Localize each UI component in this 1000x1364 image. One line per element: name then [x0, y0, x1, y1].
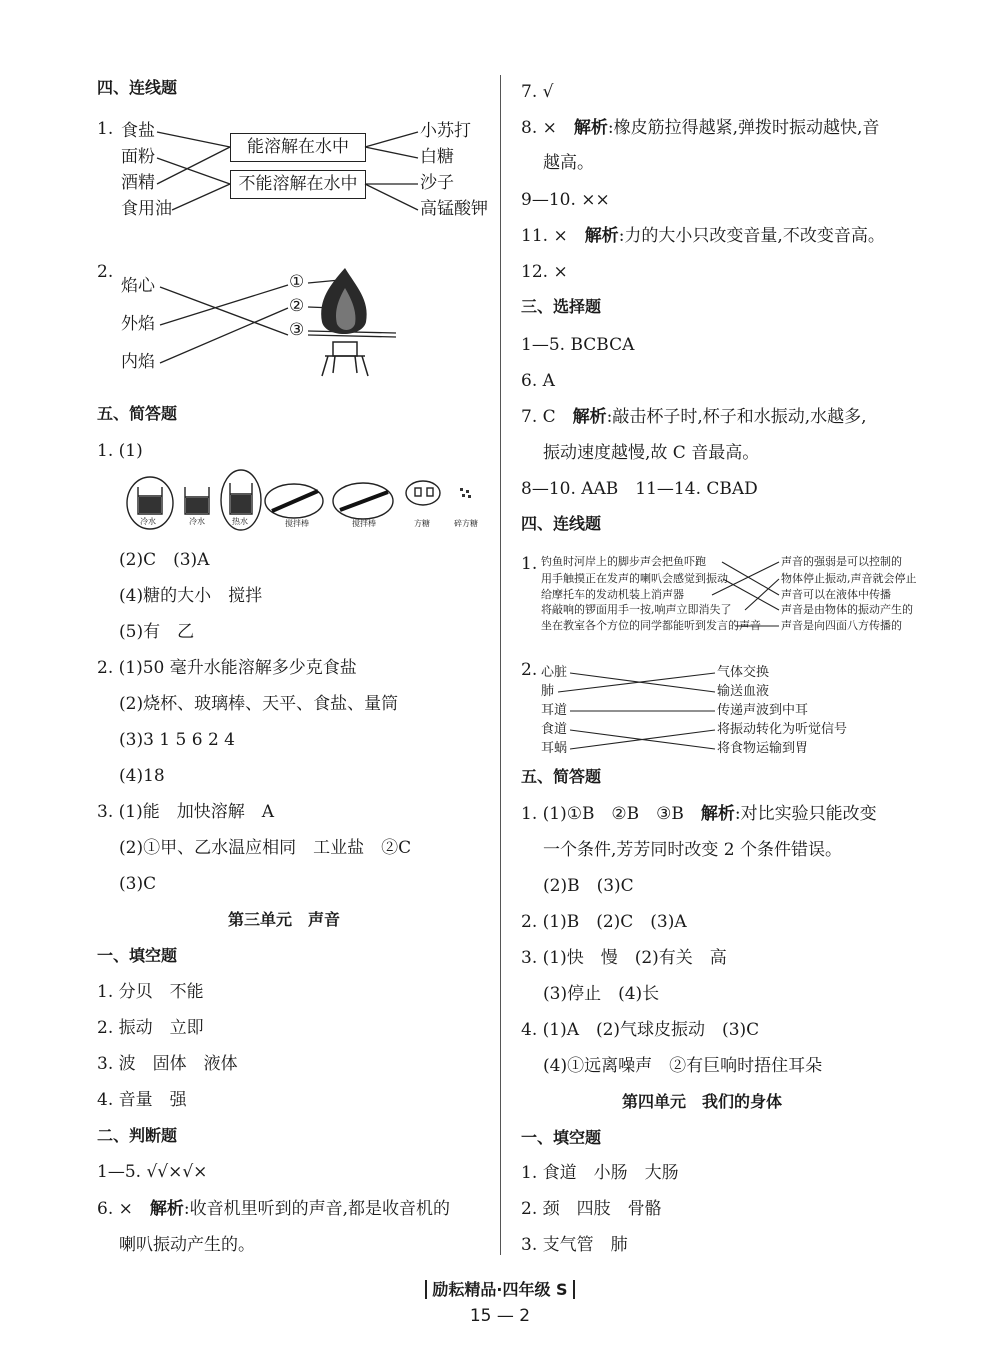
q1-left-item: 食用油 [121, 199, 172, 219]
answer-line: 2. (1)50 毫升水能溶解多少克食盐 [97, 658, 357, 678]
q2-left-item: 焰心 [121, 276, 155, 296]
analysis-label: 解析 [700, 804, 735, 824]
section-title: 五、简答题 [521, 767, 602, 786]
beaker-label: 搅拌棒 [352, 519, 376, 528]
answer-line: (2)B (3)C [543, 876, 634, 896]
answer-line: 喇叭振动产生的。 [119, 1235, 255, 1255]
beaker-label: 热水 [232, 517, 248, 526]
answer-line: 1—5. BCBCA [521, 335, 635, 355]
answer-line: 振动速度越慢,故 C 音最高。 [543, 443, 760, 463]
m2-right-item: 将振动转化为听觉信号 [717, 722, 848, 737]
analysis-label: 解析 [573, 118, 608, 138]
analysis-text: :对比实验只能改变 [734, 804, 877, 824]
answer-line: (2)C (3)A [119, 550, 210, 570]
analysis-text: :力的大小只改变音量,不改变音高。 [618, 226, 885, 246]
m2-left-item: 心脏 [541, 665, 568, 680]
answer-line: (5)有 乙 [119, 622, 195, 642]
q1-left-item: 酒精 [121, 173, 155, 193]
answer-prefix: 8. × [521, 118, 574, 138]
q1-box-insoluble: 不能溶解在水中 [230, 170, 366, 199]
section-title: 二、判断题 [97, 1126, 178, 1145]
section-title: 五、简答题 [97, 404, 178, 423]
m1-right-item: 声音是向四面八方传播的 [781, 619, 902, 632]
answer-line: (4)18 [119, 766, 165, 786]
q2-mark: ② [289, 296, 305, 316]
answer-line: 1—5. √√×√× [97, 1162, 208, 1182]
beaker-label: 冷水 [140, 517, 156, 526]
answer-line: (3)3 1 5 6 2 4 [119, 730, 235, 750]
q2-left-item: 内焰 [121, 352, 155, 372]
m1-left-item: 坐在教室各个方位的同学都能听到发言的声音 [541, 619, 761, 632]
answer-line: 3. (1)能 加快溶解 A [97, 802, 274, 822]
footer-brand [0, 1277, 1000, 1300]
m2-right-item: 传递声波到中耳 [717, 703, 809, 718]
m1-left-item: 给摩托车的发动机装上消声器 [541, 588, 684, 601]
section-title: 四、连线题 [521, 514, 602, 533]
m2-right-item: 气体交换 [717, 665, 770, 680]
m1-right-item: 声音的强弱是可以控制的 [781, 555, 902, 568]
section-title: 一、填空题 [521, 1128, 602, 1147]
q2-mark: ③ [289, 320, 305, 340]
answer-line: 12. × [521, 262, 568, 282]
answer-line: 7. √ [521, 82, 554, 102]
m1-right-item: 声音可以在液体中传播 [781, 588, 891, 601]
analysis-text: :收音机里听到的声音,都是收音机的 [183, 1199, 451, 1219]
section-title: 四、连线题 [97, 78, 178, 97]
q2-left-item: 外焰 [121, 314, 155, 334]
answer-line: 4. 音量 强 [97, 1090, 187, 1110]
m2-left-item: 耳蜗 [541, 741, 568, 756]
answer-line: 9—10. ×× [521, 190, 610, 210]
beaker-label: 方糖 [414, 519, 430, 528]
m2-right-item: 输送血液 [717, 684, 770, 699]
answer-line: 3. (1)快 慢 (2)有关 高 [521, 948, 727, 968]
answer-line: (4)糖的大小 搅拌 [119, 586, 263, 606]
answer-line: 4. (1)A (2)气球皮振动 (3)C [521, 1020, 760, 1040]
answer-line: 3. 波 固体 液体 [97, 1054, 238, 1074]
answer-line: 6. A [521, 371, 555, 391]
unit-title: 第四单元 我们的身体 [622, 1092, 783, 1111]
answer-prefix: 1. (1)①B ②B ③B [521, 804, 701, 824]
q1-right-item: 沙子 [420, 173, 454, 193]
answer-line: 越高。 [543, 153, 594, 173]
answer-prefix: 11. × [521, 226, 585, 246]
unit-title: 第三单元 声音 [228, 910, 341, 929]
page-number: 15 — 2 [469, 1306, 531, 1326]
question-number: 1. [521, 554, 538, 574]
analysis-label: 解析 [149, 1199, 184, 1219]
answer-line [97, 1201, 450, 1218]
m2-left-item: 肺 [541, 684, 555, 699]
answer-line: (2)①甲、乙水温应相同 工业盐 ②C [119, 838, 412, 858]
answer-prefix: 7. C [521, 407, 573, 427]
m1-left-item: 用手触摸正在发声的喇叭会感觉到振动 [541, 572, 728, 585]
answer-line: (3)C [119, 874, 157, 894]
q1-right-item: 白糖 [420, 147, 454, 167]
question-number: 2. [521, 660, 538, 680]
m1-left-item: 钓鱼时河岸上的脚步声会把鱼吓跑 [541, 555, 706, 568]
answer-prefix: 6. × [97, 1199, 150, 1219]
q1-right-item: 小苏打 [420, 121, 471, 141]
answer-line: (2)烧杯、玻璃棒、天平、食盐、量筒 [119, 694, 399, 714]
analysis-text: :橡皮筋拉得越紧,弹拨时振动越快,音 [607, 118, 880, 138]
answer-line: (4)①远离噪声 ②有巨响时捂住耳朵 [543, 1056, 823, 1076]
answer-line: 1. (1) [97, 441, 143, 461]
brand-label: 励耘精品·四年级 S [425, 1280, 574, 1299]
analysis-label: 解析 [584, 226, 619, 246]
section-title: 三、选择题 [521, 297, 602, 316]
m2-left-item: 食道 [541, 722, 568, 737]
question-number: 2. [97, 262, 114, 282]
answer-line: 3. 支气管 肺 [521, 1235, 628, 1255]
answer-line: 2. (1)B (2)C (3)A [521, 912, 687, 932]
answer-line: 1. 食道 小肠 大肠 [521, 1163, 679, 1183]
m1-left-item: 将敲响的锣面用手一按,响声立即消失了 [541, 603, 732, 616]
answer-line: 2. 颈 四肢 骨骼 [521, 1199, 662, 1219]
answer-line [521, 806, 877, 823]
m1-right-item: 声音是由物体的振动产生的 [781, 603, 913, 616]
answer-line: 8—10. AAB 11—14. CBAD [521, 479, 758, 499]
q1-left-item: 食盐 [121, 121, 155, 141]
q1-box-soluble: 能溶解在水中 [230, 133, 366, 162]
q1-right-item: 高锰酸钾 [420, 199, 488, 219]
answer-line: 1. 分贝 不能 [97, 982, 204, 1002]
m1-right-item: 物体停止振动,声音就会停止 [781, 572, 917, 585]
q1-left-item: 面粉 [121, 147, 155, 167]
question-number: 1. [97, 119, 114, 139]
section-title: 一、填空题 [97, 946, 178, 965]
answer-line: 2. 振动 立即 [97, 1018, 204, 1038]
analysis-text: :敲击杯子时,杯子和水振动,水越多, [606, 407, 867, 427]
analysis-label: 解析 [572, 407, 607, 427]
beaker-label: 碎方糖 [454, 519, 478, 528]
beaker-label: 搅拌棒 [285, 519, 309, 528]
m2-right-item: 将食物运输到胃 [717, 741, 809, 756]
beaker-label: 冷水 [189, 517, 205, 526]
answer-line: 一个条件,芳芳同时改变 2 个条件错误。 [543, 840, 843, 860]
answer-line: (3)停止 (4)长 [543, 984, 660, 1004]
q2-mark: ① [289, 272, 305, 292]
m2-left-item: 耳道 [541, 703, 568, 718]
